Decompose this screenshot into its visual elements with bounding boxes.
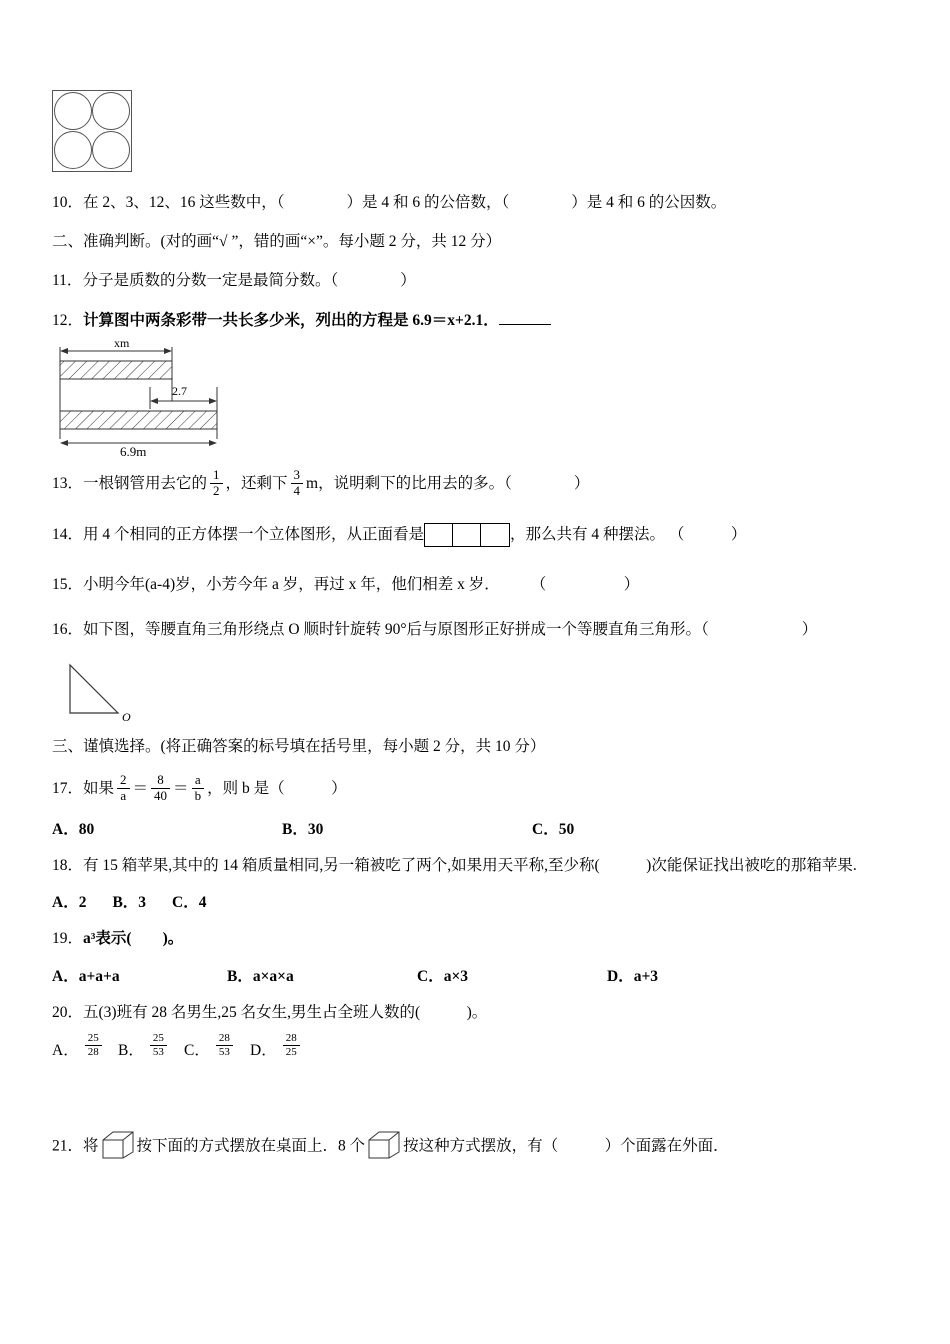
question-21-mid: 按下面的方式摆放在桌面上．8 个 (136, 1137, 366, 1155)
question-18-options (52, 890, 898, 912)
question-12-number: 12． (52, 311, 84, 329)
circle-icon (54, 92, 92, 130)
ribbon-figure (52, 339, 302, 459)
question-15-number: 15． (52, 575, 84, 593)
section-2-text: 准确判断。(对的画“√ ”，错的画“×”。每小题 2 分，共 12 分） (83, 232, 502, 250)
question-16 (52, 617, 898, 643)
section-2-number: 二、 (52, 232, 84, 250)
fraction-28-over-25: $\frac{28}{25}$ (283, 1032, 300, 1058)
question-10-text: 在 2、3、12、16 这些数中，（ ）是 4 和 6 的公倍数，（ ）是 4 和 6 的公因数。 (83, 194, 727, 211)
option-c-label: C． (184, 1041, 210, 1059)
ribbon-mid-label: 2.7 (172, 384, 187, 399)
fraction-one-half: $\frac{1}{2}$ (210, 468, 223, 499)
option-c[interactable]: C．50 (532, 820, 575, 838)
question-19-number: 19． (52, 930, 84, 948)
question-18-text: 有 15 箱苹果,其中的 14 箱质量相同,另一箱被吃了两个,如果用天平称,至少称( )次能保证找出被吃的那箱苹果. (83, 856, 857, 874)
cube-icon (101, 1130, 135, 1160)
question-19-text: a³表示( )。 (83, 930, 184, 948)
equals-sign-1: ＝ (132, 779, 149, 797)
question-14 (52, 522, 898, 548)
fraction-8-over-40: $\frac{8}{40}$ (151, 773, 170, 804)
option-d[interactable]: D．a+3 (607, 967, 659, 985)
question-17-number: 17． (52, 779, 84, 797)
question-12-text: 计算图中两条彩带一共长多少米，列出的方程是 6.9＝x+2.1． (83, 311, 499, 329)
question-20-number: 20． (52, 1003, 84, 1021)
section-3-text: 谨慎选择。(将正确答案的标号填在括号里，每小题 2 分，共 10 分） (83, 738, 546, 756)
option-c[interactable] (184, 1033, 250, 1059)
question-20 (52, 1000, 898, 1026)
box-cell (425, 524, 453, 546)
option-c[interactable]: C．4 (172, 894, 207, 912)
box-cell (481, 524, 509, 546)
fraction-2-over-a: $\frac{2}{a}$ (117, 773, 130, 804)
option-a-label: A． (52, 1041, 79, 1059)
fraction-25-over-28: $\frac{25}{28}$ (85, 1032, 102, 1058)
fraction-a-over-b: $\frac{a}{b}$ (192, 773, 205, 804)
question-16-number: 16． (52, 621, 84, 639)
option-a[interactable]: A．80 (52, 820, 95, 838)
circle-icon (54, 131, 92, 169)
triangle-vertex-label: O (122, 710, 131, 724)
question-17-pre: 如果 (83, 779, 115, 797)
question-20-options (52, 1033, 898, 1059)
option-c[interactable]: C．a×3 (417, 967, 469, 985)
question-17-post: ，则 b 是（ ） (207, 779, 347, 797)
question-14-pre: 用 4 个相同的正方体摆一个立体图形，从正面看是 (83, 526, 425, 544)
question-11 (52, 268, 898, 294)
circle-icon (92, 92, 130, 130)
question-19-options (52, 964, 898, 986)
ribbon-top-label: xm (114, 339, 130, 351)
question-11-text: 分子是质数的分数一定是最简分数。（ ） (82, 272, 416, 290)
option-d-label: D． (250, 1041, 277, 1059)
option-b[interactable]: B．3 (112, 894, 147, 912)
equals-sign-2: ＝ (173, 779, 189, 797)
option-b[interactable]: B．30 (282, 820, 324, 838)
question-13-mid: ，还剩下 (225, 475, 288, 493)
question-21-pre: 将 (83, 1137, 99, 1155)
question-16-text: 如下图，等腰直角三角形绕点 O 顺时针旋转 90°后与原图形正好拼成一个等腰直角三角形。（ ） (83, 621, 818, 639)
section-3-heading (52, 735, 898, 760)
ribbon-bottom-label: 6.9m (120, 444, 147, 460)
four-circles-figure (52, 90, 132, 172)
question-13-pre: 一根钢管用去它的 (83, 475, 208, 493)
section-3-number: 三、 (52, 738, 84, 756)
question-20-text: 五(3)班有 28 名男生,25 名女生,男生占全班人数的( )。 (83, 1003, 488, 1021)
question-21-number: 21． (52, 1137, 84, 1155)
cube-icon (367, 1130, 401, 1160)
question-15 (52, 572, 898, 598)
question-10 (52, 190, 898, 216)
answer-blank[interactable] (499, 310, 551, 325)
question-13-post: ，说明剩下的比用去的多。（ ） (318, 475, 590, 493)
fraction-25-over-53: $\frac{25}{53}$ (150, 1032, 167, 1058)
question-15-text: 小明今年(a-4)岁，小芳今年 a 岁，再过 x 年，他们相差 x 岁． （ ） (83, 575, 640, 593)
option-b[interactable]: B．a×a×a (227, 967, 294, 985)
circle-icon (92, 131, 130, 169)
question-13 (52, 469, 898, 500)
ribbon-figure-svg (52, 339, 302, 459)
option-a[interactable]: A．a+a+a (52, 967, 120, 985)
question-17-options (52, 817, 898, 839)
right-triangle-figure (62, 651, 182, 724)
fraction-three-quarters: $\frac{3}{4}$ (291, 468, 304, 499)
question-18-number: 18． (52, 856, 84, 874)
question-13-number: 13． (52, 475, 84, 493)
fraction-28-over-53: $\frac{28}{53}$ (216, 1032, 233, 1058)
question-17 (52, 771, 898, 805)
box-cell (453, 524, 481, 546)
question-14-number: 14． (52, 526, 84, 544)
option-d[interactable] (250, 1033, 316, 1059)
option-a[interactable] (52, 1033, 118, 1059)
question-21 (52, 1132, 898, 1162)
question-19 (52, 926, 898, 952)
option-b-label: B． (118, 1041, 144, 1059)
question-12 (52, 308, 898, 334)
question-10-number: 10． (52, 194, 84, 211)
question-13-unit: m (306, 475, 319, 493)
page-content (52, 90, 898, 1176)
front-view-boxes (424, 523, 510, 547)
option-a[interactable]: A．2 (52, 894, 87, 912)
question-21-post: 按这种方式摆放，有（ ）个面露在外面． (403, 1137, 729, 1155)
question-11-number: 11． (52, 272, 83, 290)
question-14-post: ，那么共有 4 种摆法。 （ ） (510, 526, 747, 544)
right-triangle-svg (62, 651, 182, 723)
option-b[interactable] (118, 1033, 184, 1059)
section-2-heading (52, 230, 898, 255)
question-18 (52, 853, 898, 879)
